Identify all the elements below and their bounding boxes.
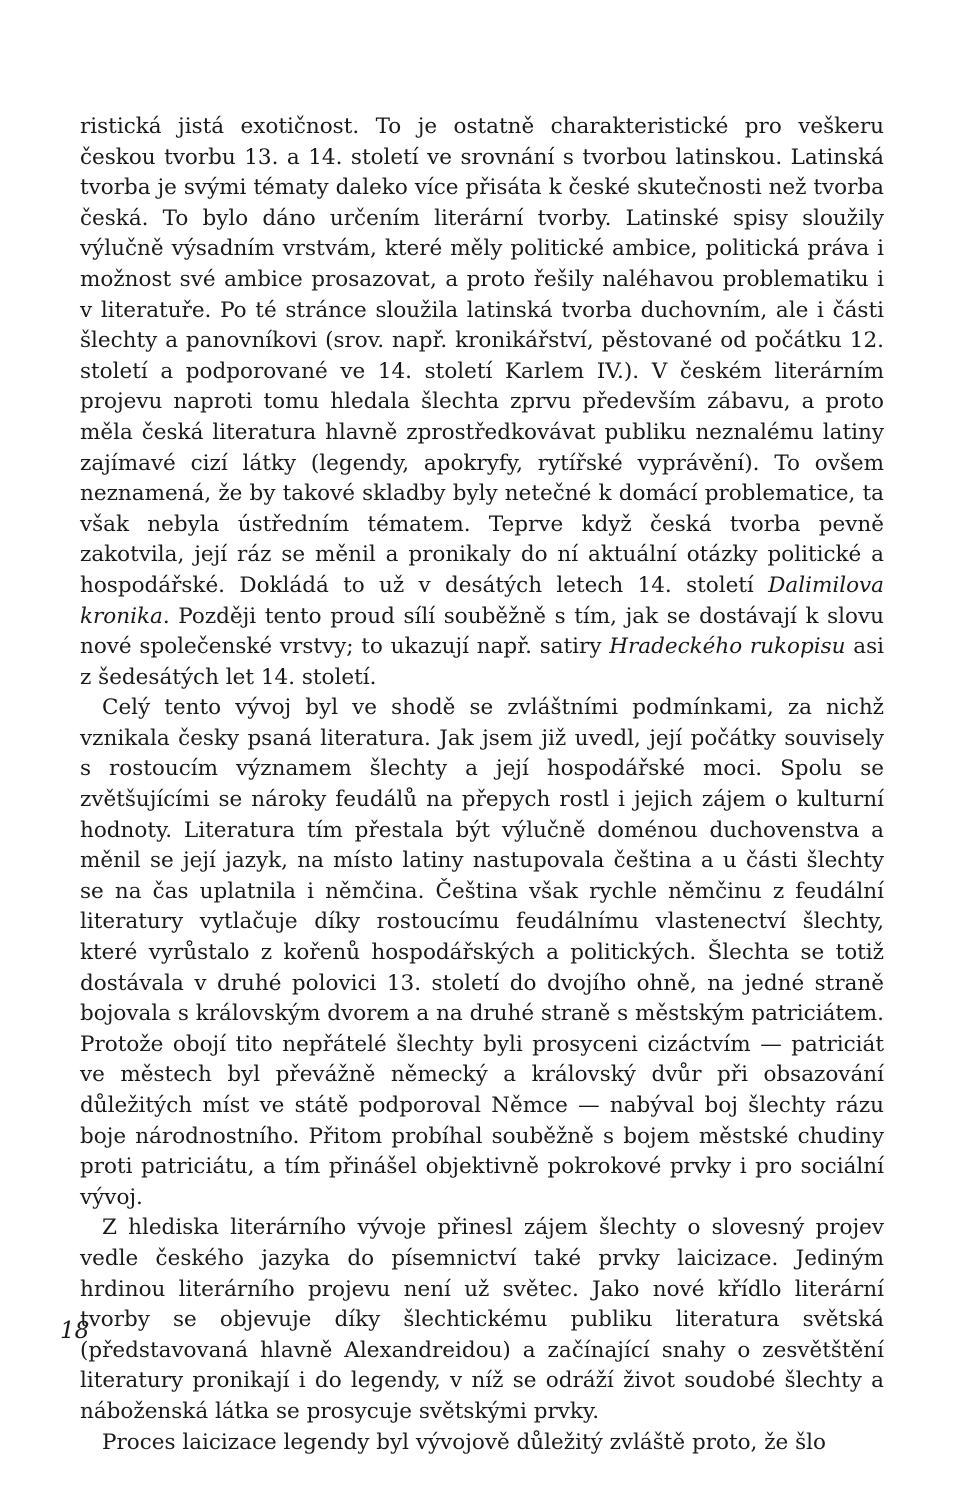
paragraph-1 — [80, 112, 884, 693]
paragraph-4 — [80, 1428, 884, 1459]
paragraph-4-text: Proces laicizace legendy byl vývojově důležitý zvláště proto, že šlo — [102, 1429, 826, 1455]
paragraph-1-text-1: ristická jistá exotičnost. To je ostatně charakteristické pro veškeru českou tvorbu 13. a 14. století ve srovnání s tvorbou latinskou. Latinská tvorba je svými tématy daleko více přisáta k české skutečnosti než tvorba česká. To bylo dáno určením literární tvorby. Latinské spisy sloužily výlučně výsadním vrstvám, které měly politické ambice, politická práva i možnost své ambice prosazovat, a proto řešily naléhavou problematiku i v literatuře. Po té stránce sloužila latinská tvorba duchovním, ale i části šlechty a panovníkovi (srov. např. kronikářství, pěstované od počátku 12. století a podporované ve 14. století Karlem IV.). V českém literárním projevu naproti tomu hledala šlechta zprvu především zábavu, a proto měla česká literatura hlavně zprostředkovávat publiku neznalému latiny zajímavé cizí látky (legendy, apokryfy, rytířské vyprávění). To ovšem neznamená, že by takové skladby byly netečné k domácí problematice, ta však nebyla ústředním tématem. Teprve když česká tvorba pevně zakotvila, její ráz se měnil a pronikaly do ní aktuální otázky politické a hospodářské. Dokládá to už v desátých letech 14. století — [80, 114, 884, 598]
page-body — [80, 112, 884, 1458]
paragraph-1-text-2: . Později tento proud sílí souběžně s tím, jak se dostávají k slovu nové společenské vrstvy; to ukazují např. satiry — [80, 603, 884, 660]
paragraph-3 — [80, 1213, 884, 1427]
paragraph-1-text-3: asi z šedesátých let 14. století. — [80, 634, 884, 690]
title-hradeckeho-rukopisu: Hradeckého rukopisu — [609, 634, 846, 660]
paragraph-2 — [80, 693, 884, 1213]
page-number: 18 — [60, 1318, 90, 1344]
paragraph-3-text: Z hlediska literárního vývoje přinesl zájem šlechty o slovesný projev vedle českého jazyka do písemnictví také prvky laicizace. Jediným hrdinou literárního projevu není už světec. Jako nové křídlo literární tvorby se objevuje díky šlechtickému publiku literatura světská (představovaná hlavně Alexandreidou) a začínající snahy o zesvětštění literatury pronikají i do legendy, v níž se odráží život soudobé šlechty a náboženská látka se prosycuje světskými prvky. — [80, 1215, 884, 1424]
title-dalimilova-kronika: Dalimilova kronika — [80, 572, 884, 629]
paragraph-2-text: Celý tento vývoj byl ve shodě se zvláštními podmínkami, za nichž vznikala česky psaná literatura. Jak jsem již uvedl, její počátky souvisely s rostoucím významem šlechty a její hospodářské moci. Spolu se zvětšujícími se nároky feudálů na přepych rostl i jejich zájem o kulturní hodnoty. Literatura tím přestala být výlučně doménou duchovenstva a měnil se její jazyk, na místo latiny nastupovala čeština a u části šlechty se na čas uplatnila i němčina. Čeština však rychle němčinu z feudální literatury vytlačuje díky rostoucímu feudálnímu vlastenectví šlechty, které vyrůstalo z kořenů hospodářských a politických. Šlechta se totiž dostávala v druhé polovici 13. století do dvojího ohně, na jedné straně bojovala s královským dvorem a na druhé straně s městským patriciátem. Protože obojí tito nepřátelé šlechty byli prosyceni cizáctvím — patriciát ve městech byl převážně německý a královský dvůr při obsazování důležitých míst ve státě podporoval Němce — nabýval boj šlechty rázu boje národnostního. Přitom probíhal souběžně s bojem městské chudiny proti patriciátu, a tím přinášel objektivně pokrokové prvky i pro sociální vývoj. — [80, 695, 884, 1210]
